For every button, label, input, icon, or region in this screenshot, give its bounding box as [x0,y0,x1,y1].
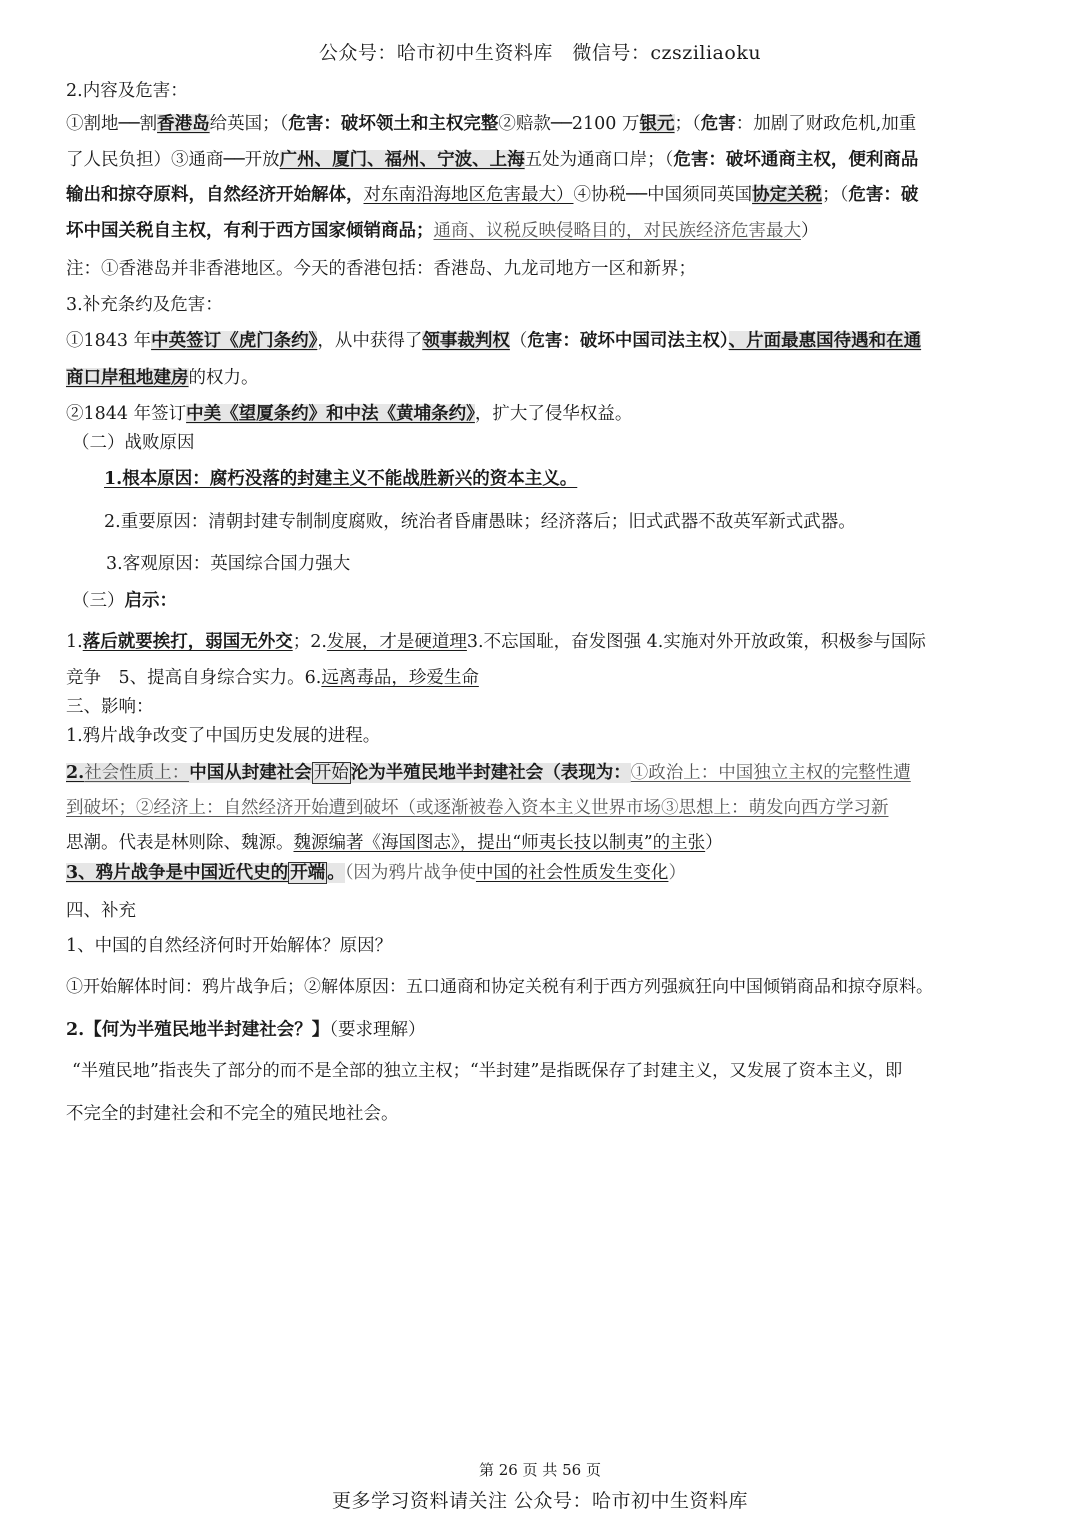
answer-line: 不完全的封建社会和不完全的殖民地社会。 [66,1104,399,1124]
paragraph-line: 竞争 5、提高自身综合实力。6.远离毒品，珍爱生命 [66,668,479,688]
paragraph-line: 思潮。代表是林则除、魏源。魏源编著《海国图志》，提出“师夷长技以制夷”的主张） [66,833,723,853]
subsection-title: （二）战败原因 [72,433,195,453]
paragraph-line: 到破坏；②经济上：自然经济开始遭到破坏（或逐渐被卷入资本主义世界市场③思想上：萌发向西方学习新 [66,798,889,818]
paragraph-line: ①1843 年中英签订《虎门条约》，从中获得了领事裁判权（危害：破坏中国司法主权）、片面最惠国待遇和在通 [66,331,922,351]
answer-line: ①开始解体时间：鸦片战争后；②解体原因：五口通商和协定关税有利于西方列强疯狂向中国倾销商品和掠夺原料。 [66,977,933,997]
paragraph-line: 了人民负担）③通商──开放广州、厦门、福州、宁波、上海五处为通商口岸；（危害：破坏通商主权，便利商品 [66,150,919,170]
paragraph-line: 输出和掠夺原料，自然经济开始解体，对东南沿海地区危害最大）④协税──中国须同英国协定关税；（危害：破 [66,185,919,205]
defeat-reason-2: 2.重要原因：清朝封建专制制度腐败，统治者昏庸愚昧；经济落后；旧式武器不敌英军新式武器。 [104,512,856,532]
paragraph-line: 2.社会性质上：中国从封建社会 开始 沦为半殖民地半封建社会（表现为：①政治上：中国独立主权的完整性遭 [66,763,911,783]
paragraph-line: 坏中国关税自主权，有利于西方国家倾销商品；通商、议税反映侵略目的，对民族经济危害最大） [66,221,819,241]
question-line: 2.【何为半殖民地半封建社会？】（要求理解） [66,1020,426,1040]
note-line: 注：①香港岛并非香港地区。今天的香港包括：香港岛、九龙司地方一区和新界； [66,259,696,279]
paragraph-line: 3、鸦片战争是中国近代史的 开端 。（因为鸦片战争使中国的社会性质发生变化） [66,863,686,883]
defeat-reason-1: 1.根本原因：腐朽没落的封建主义不能战胜新兴的资本主义。 [104,469,578,489]
page-footer: 更多学习资料请关注 公众号：哈市初中生资料库 [331,1490,749,1512]
page-number: 第 26 页 共 56 页 [478,1461,601,1479]
section-title: 3.补充条约及危害： [66,295,223,315]
paragraph-line: 1.鸦片战争改变了中国历史发展的进程。 [66,726,381,746]
page-header: 公众号：哈市初中生资料库 微信号：czsziliaoku [318,42,762,64]
paragraph-line: 商口岸租地建房的权力。 [66,368,259,388]
paragraph-line: ②1844 年签订中美《望厦条约》和中法《黄埔条约》，扩大了侵华权益。 [66,404,633,424]
section-title: 四、补充 [66,901,136,921]
section-title: 三、影响： [66,697,154,717]
paragraph-line: 1.落后就要挨打，弱国无外交；2.发展，才是硬道理3.不忘国耻，奋发图强 4.实施对外开放政策，积极参与国际 [66,632,926,652]
subsection-title: （三）启示： [72,591,177,611]
paragraph-line: ①割地──割香港岛给英国；（危害：破坏领土和主权完整②赔款──2100 万银元；（危害：加剧了财政危机,加重 [66,114,917,134]
question-line: 1、中国的自然经济何时开始解体？原因？ [66,936,393,956]
answer-line: “半殖民地”指丧失了部分的而不是全部的独立主权；“半封建”是指既保存了封建主义，又发展了资本主义，即 [72,1061,903,1081]
defeat-reason-3: 3.客观原因：英国综合国力强大 [106,554,351,574]
section-title: 2.内容及危害： [66,81,188,101]
